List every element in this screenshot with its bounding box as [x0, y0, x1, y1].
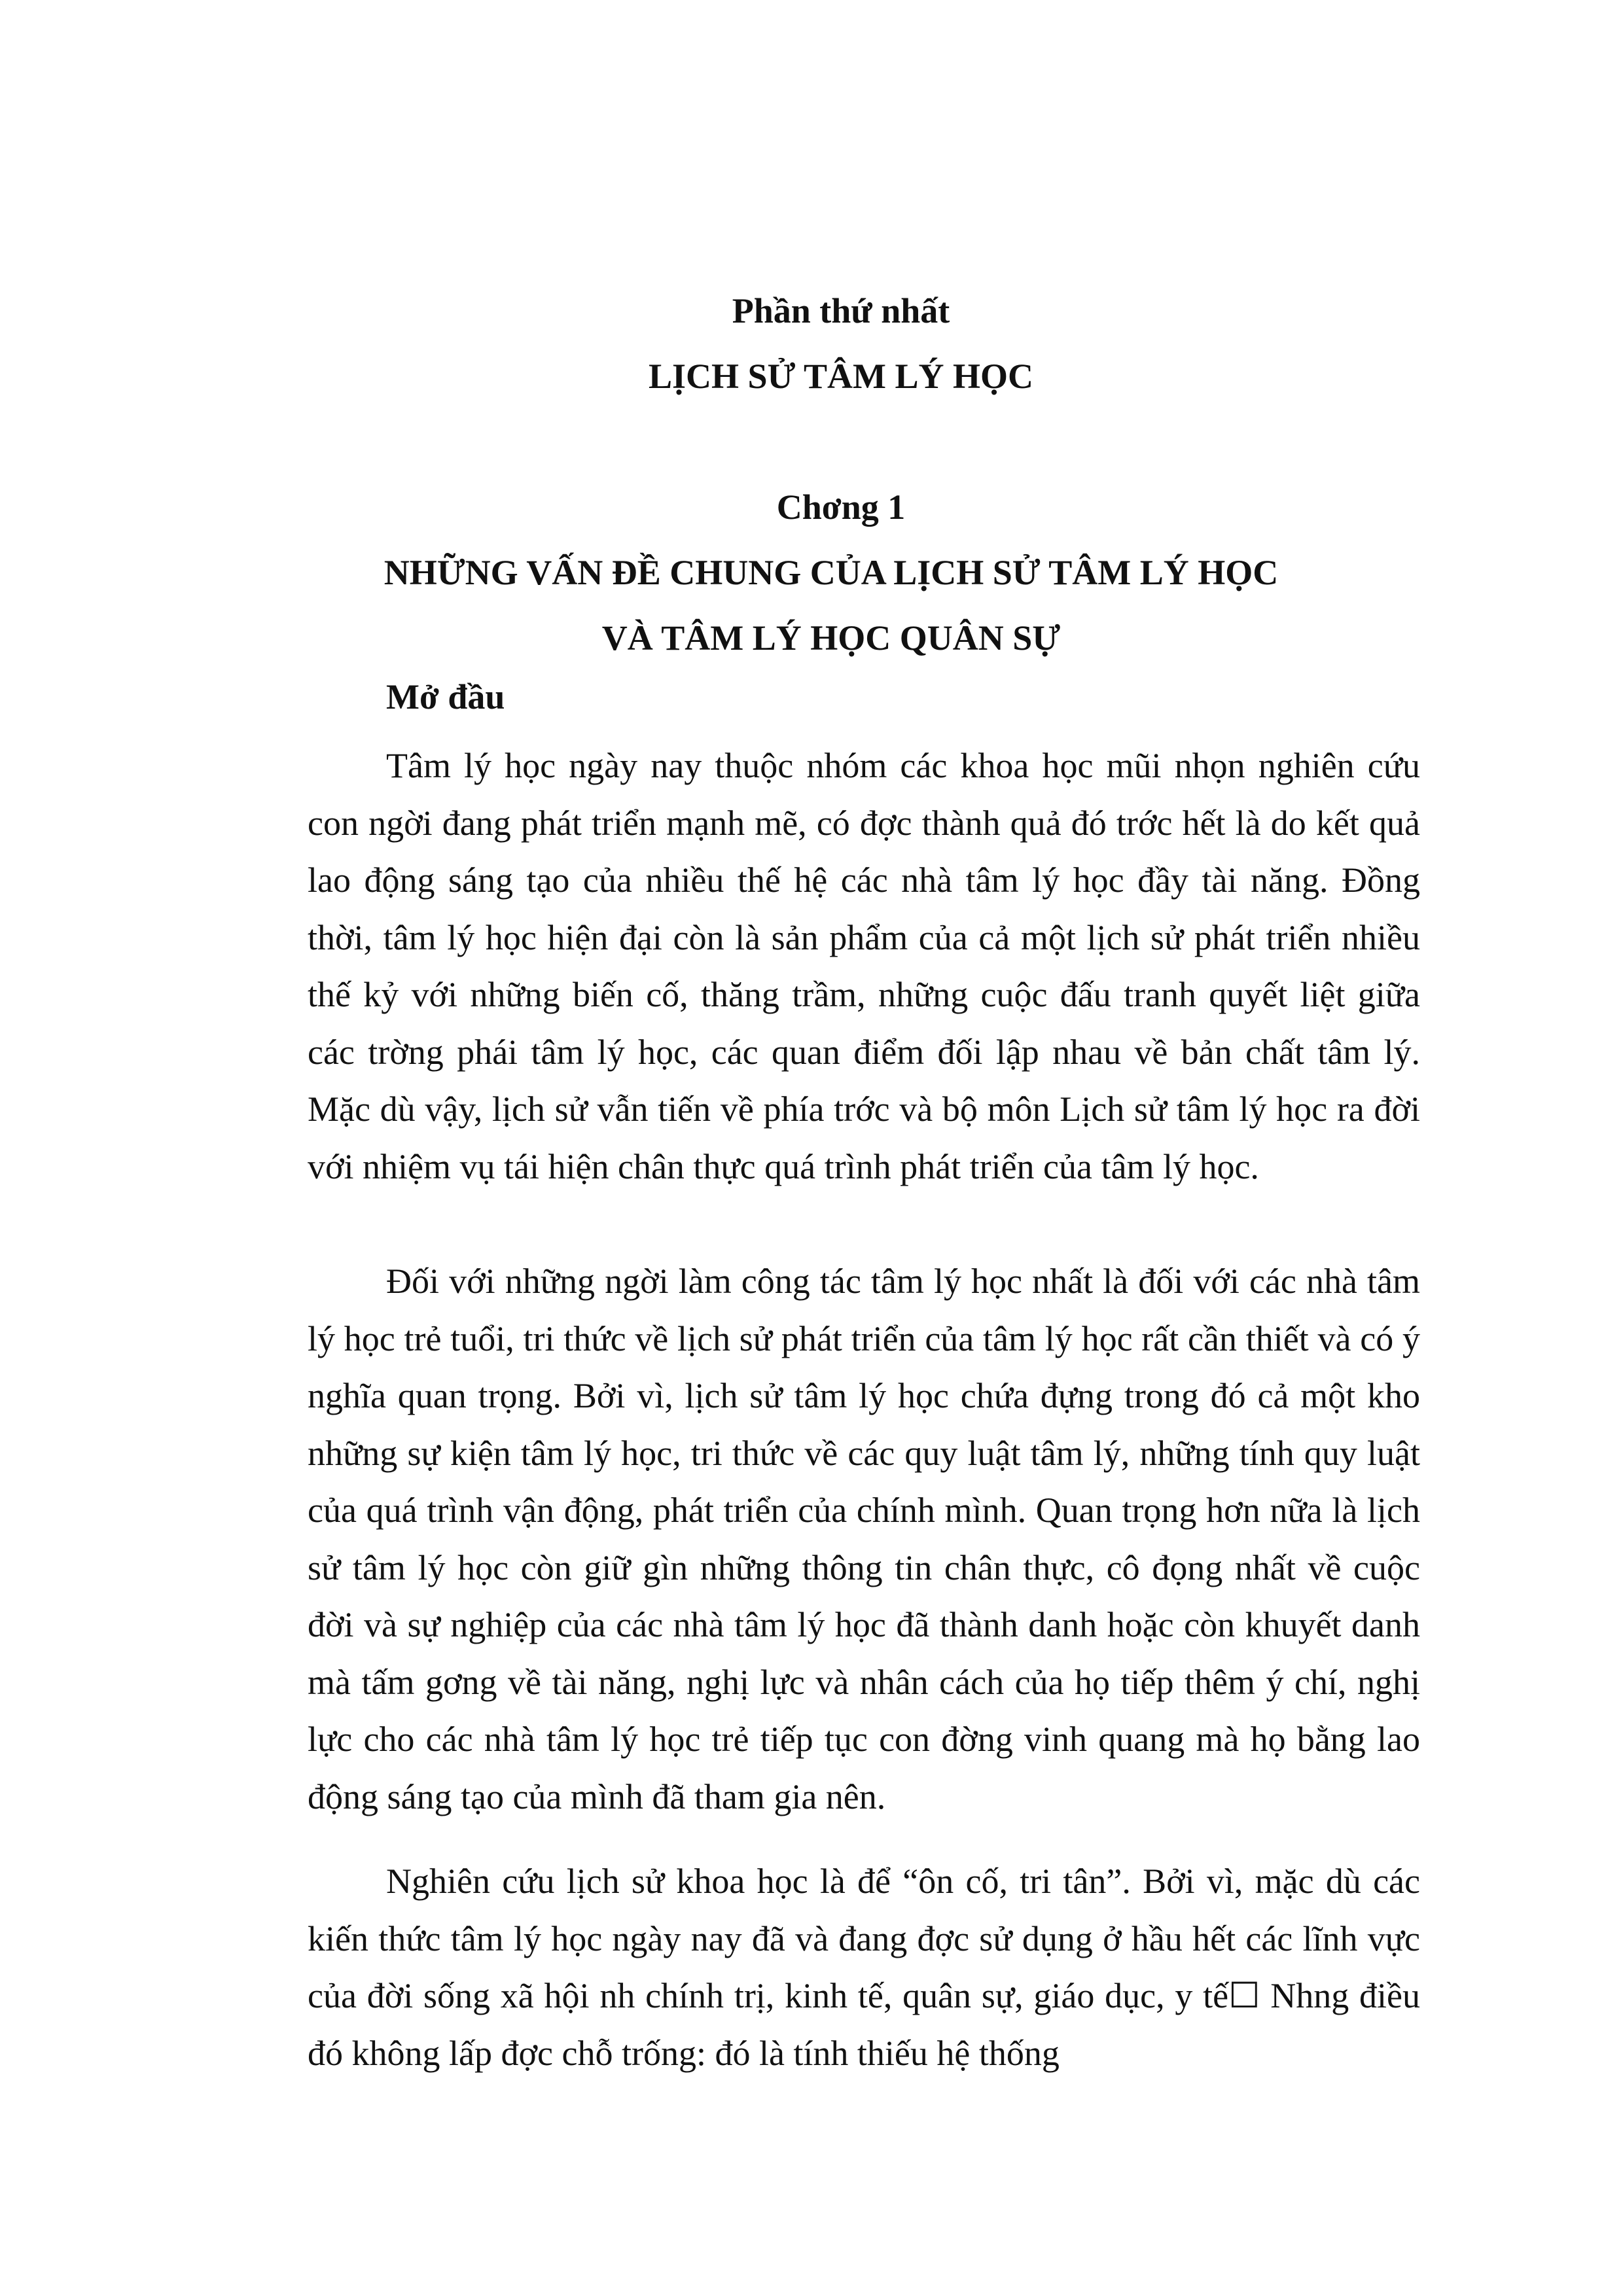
chapter-title-line-2: VÀ TÂM LÝ HỌC QUÂN SỰ — [601, 618, 1061, 658]
part-label: Phần thứ nhất — [732, 291, 950, 330]
paragraph-text: Nghiên cứu lịch sử khoa học là để “ôn cố, tri tân”. Bởi vì, mặc dù các kiến thức tâm lý học ngày nay đã và đang đợc sử dụng ở hầu hết các lĩnh vực của đời sống xã hội nh chính trị, kinh tế, quân sự, giáo dục, y tế☐ Nhng điều đó không lấp đợc chỗ trống: đó là tính thiếu hệ thống — [308, 1862, 1420, 2073]
chapter-label: Chơng 1 — [776, 487, 906, 527]
paragraph-text: Đối với những ngời làm công tác tâm lý học nhất là đối với các nhà tâm lý học trẻ tuổi, tri thức về lịch sử phát triển của tâm lý học rất cần thiết và có ý nghĩa quan trọng. Bởi vì, lịch sử tâm lý học chứa đựng trong đó cả một kho những sự kiện tâm lý học, tri thức về các quy luật tâm lý, những tính quy luật của quá trình vận động, phát triển của chính mình. Quan trọng hơn nữa là lịch sử tâm lý học còn giữ gìn những thông tin chân thực, cô đọng nhất về cuộc đời và sự nghiệp của các nhà tâm lý học đã thành danh hoặc còn khuyết danh mà tấm gơng về tài năng, nghị lực và nhân cách của họ tiếp thêm ý chí, nghị lực cho các nhà tâm lý học trẻ tiếp tục con đờng vinh quang mà họ bằng lao động sáng tạo của mình đã tham gia nên. — [308, 1262, 1420, 1816]
paragraph-text: Tâm lý học ngày nay thuộc nhóm các khoa học mũi nhọn nghiên cứu con ngời đang phát triển mạnh mẽ, có đợc thành quả đó trớc hết là do kết quả lao động sáng tạo của nhiều thế hệ các nhà tâm lý học đầy tài năng. Đồng thời, tâm lý học hiện đại còn là sản phẩm của cả một lịch sử phát triển nhiều thế kỷ với những biến cố, thăng trầm, những cuộc đấu tranh quyết liệt giữa các trờng phái tâm lý học, các quan điểm đối lập nhau về bản chất tâm lý. Mặc dù vậy, lịch sử vẫn tiến về phía trớc và bộ môn Lịch sử tâm lý học ra đời với nhiệm vụ tái hiện chân thực quá trình phát triển của tâm lý học. — [308, 746, 1420, 1186]
part-title: LỊCH SỬ TÂM LÝ HỌC — [648, 357, 1034, 396]
body-paragraph-3 — [308, 1853, 1420, 2082]
section-heading: Mở đầu — [386, 677, 505, 716]
body-paragraph-1 — [308, 737, 1420, 1195]
chapter-title-line-1: NHỮNG VẤN ĐỀ CHUNG CỦA LỊCH SỬ TÂM LÝ HỌC — [383, 553, 1279, 592]
body-paragraph-2 — [308, 1253, 1420, 1826]
